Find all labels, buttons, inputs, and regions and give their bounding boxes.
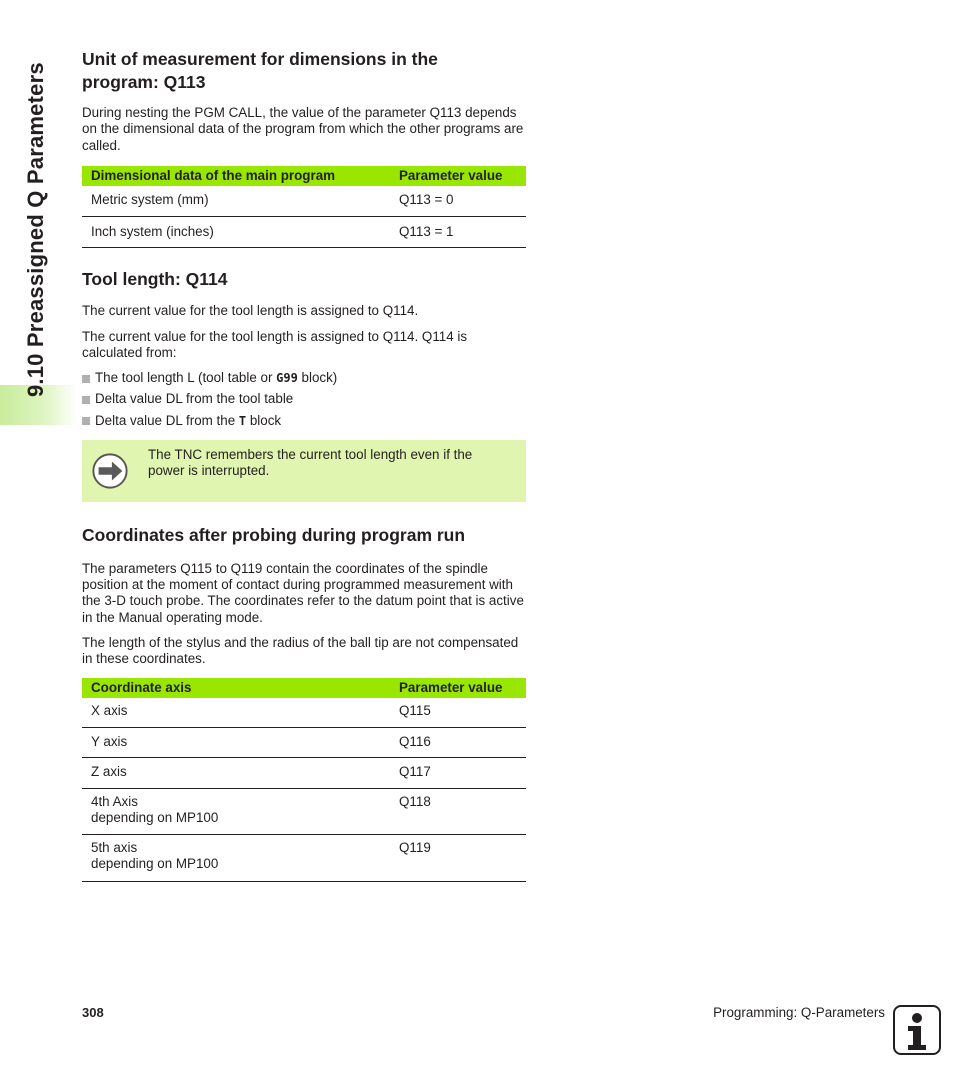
bullet-square-icon [82, 375, 90, 383]
axis-note: depending on MP100 [91, 809, 219, 825]
table-row [82, 758, 526, 788]
table-cell: Q118 [390, 788, 526, 835]
table-cell: Inch system (inches) [82, 217, 390, 248]
list-item [82, 370, 526, 386]
table-row [82, 698, 526, 728]
paragraph-probing-1: The parameters Q115 to Q119 contain the coordinates of the spindle position at the moment of contact during programmed measurement with the 3-D touch probe. The coordinates refer to the datum point that is active in the Manual operating mode. [82, 560, 524, 625]
section-heading-probing: Coordinates after probing during program run [82, 524, 466, 545]
paragraph-q113: During nesting the PGM CALL, the value of the parameter Q113 depends on the dimensional data of the program from which the other programs are called. [82, 105, 524, 153]
bullet-text: Delta value DL from the tool table [95, 391, 294, 407]
table-row [82, 186, 526, 217]
bullet-text: Delta value DL from the [95, 412, 239, 428]
table-row [82, 788, 526, 835]
table-row [82, 217, 526, 248]
axis-label: 4th Axis [91, 793, 138, 809]
axis-label: Z axis [91, 764, 127, 780]
info-icon[interactable] [893, 1005, 941, 1055]
bullet-text: block) [297, 370, 338, 386]
list-item [82, 391, 526, 407]
table-row [82, 835, 526, 882]
section-heading-q113: Unit of measurement for dimensions in the program: Q113 [82, 49, 438, 92]
table-cell: Q116 [390, 727, 526, 757]
column-header: Dimensional data of the main program [82, 166, 390, 186]
section-heading-q114: Tool length: Q114 [82, 269, 228, 290]
table-header-row [82, 166, 526, 186]
bullet-text: block [246, 412, 282, 428]
footer-title: Programming: Q-Parameters [713, 1005, 885, 1020]
table-cell: Q113 = 1 [390, 217, 526, 248]
table-cell [82, 727, 390, 757]
table-cell [82, 788, 390, 835]
bullet-code: T [238, 413, 247, 428]
coordinates-table [82, 678, 526, 882]
bullet-list [82, 370, 526, 428]
table-cell [82, 698, 390, 728]
table-row [82, 727, 526, 757]
table-cell [82, 758, 390, 788]
column-header: Coordinate axis [82, 678, 390, 698]
axis-label: 5th axis [91, 840, 138, 856]
paragraph-q114-1: The current value for the tool length is assigned to Q114. [82, 303, 419, 319]
info-glyph [895, 1007, 939, 1053]
arrow-right-icon [91, 452, 129, 490]
table-header-row [82, 678, 526, 698]
chapter-title-vertical: 9.10 Preassigned Q Parameters [23, 62, 48, 398]
page-number: 308 [82, 1005, 104, 1020]
bullet-square-icon [82, 396, 90, 404]
paragraph-probing-2: The length of the stylus and the radius of the ball tip are not compensated in these coordinates. [82, 635, 519, 667]
table-cell: Q115 [390, 698, 526, 728]
bullet-code: G99 [276, 371, 298, 386]
bullet-square-icon [82, 417, 90, 425]
table-cell: Q119 [390, 835, 526, 882]
page-content [82, 48, 526, 882]
note-text: The TNC remembers the current tool length even if the power is interrupted. [148, 446, 473, 479]
q113-table [82, 166, 526, 249]
column-header: Parameter value [390, 678, 526, 698]
table-cell: Q113 = 0 [390, 186, 526, 217]
bullet-text: The tool length L (tool table or [95, 370, 277, 386]
column-header: Parameter value [390, 166, 526, 186]
list-item [82, 413, 526, 429]
table-cell [82, 835, 390, 882]
paragraph-q114-2: The current value for the tool length is assigned to Q114. Q114 is calculated from: [82, 328, 468, 361]
axis-label: Y axis [91, 733, 128, 749]
axis-label: X axis [91, 702, 128, 718]
axis-note: depending on MP100 [91, 856, 219, 872]
table-cell: Q117 [390, 758, 526, 788]
note-box [82, 440, 526, 502]
table-cell: Metric system (mm) [82, 186, 390, 217]
